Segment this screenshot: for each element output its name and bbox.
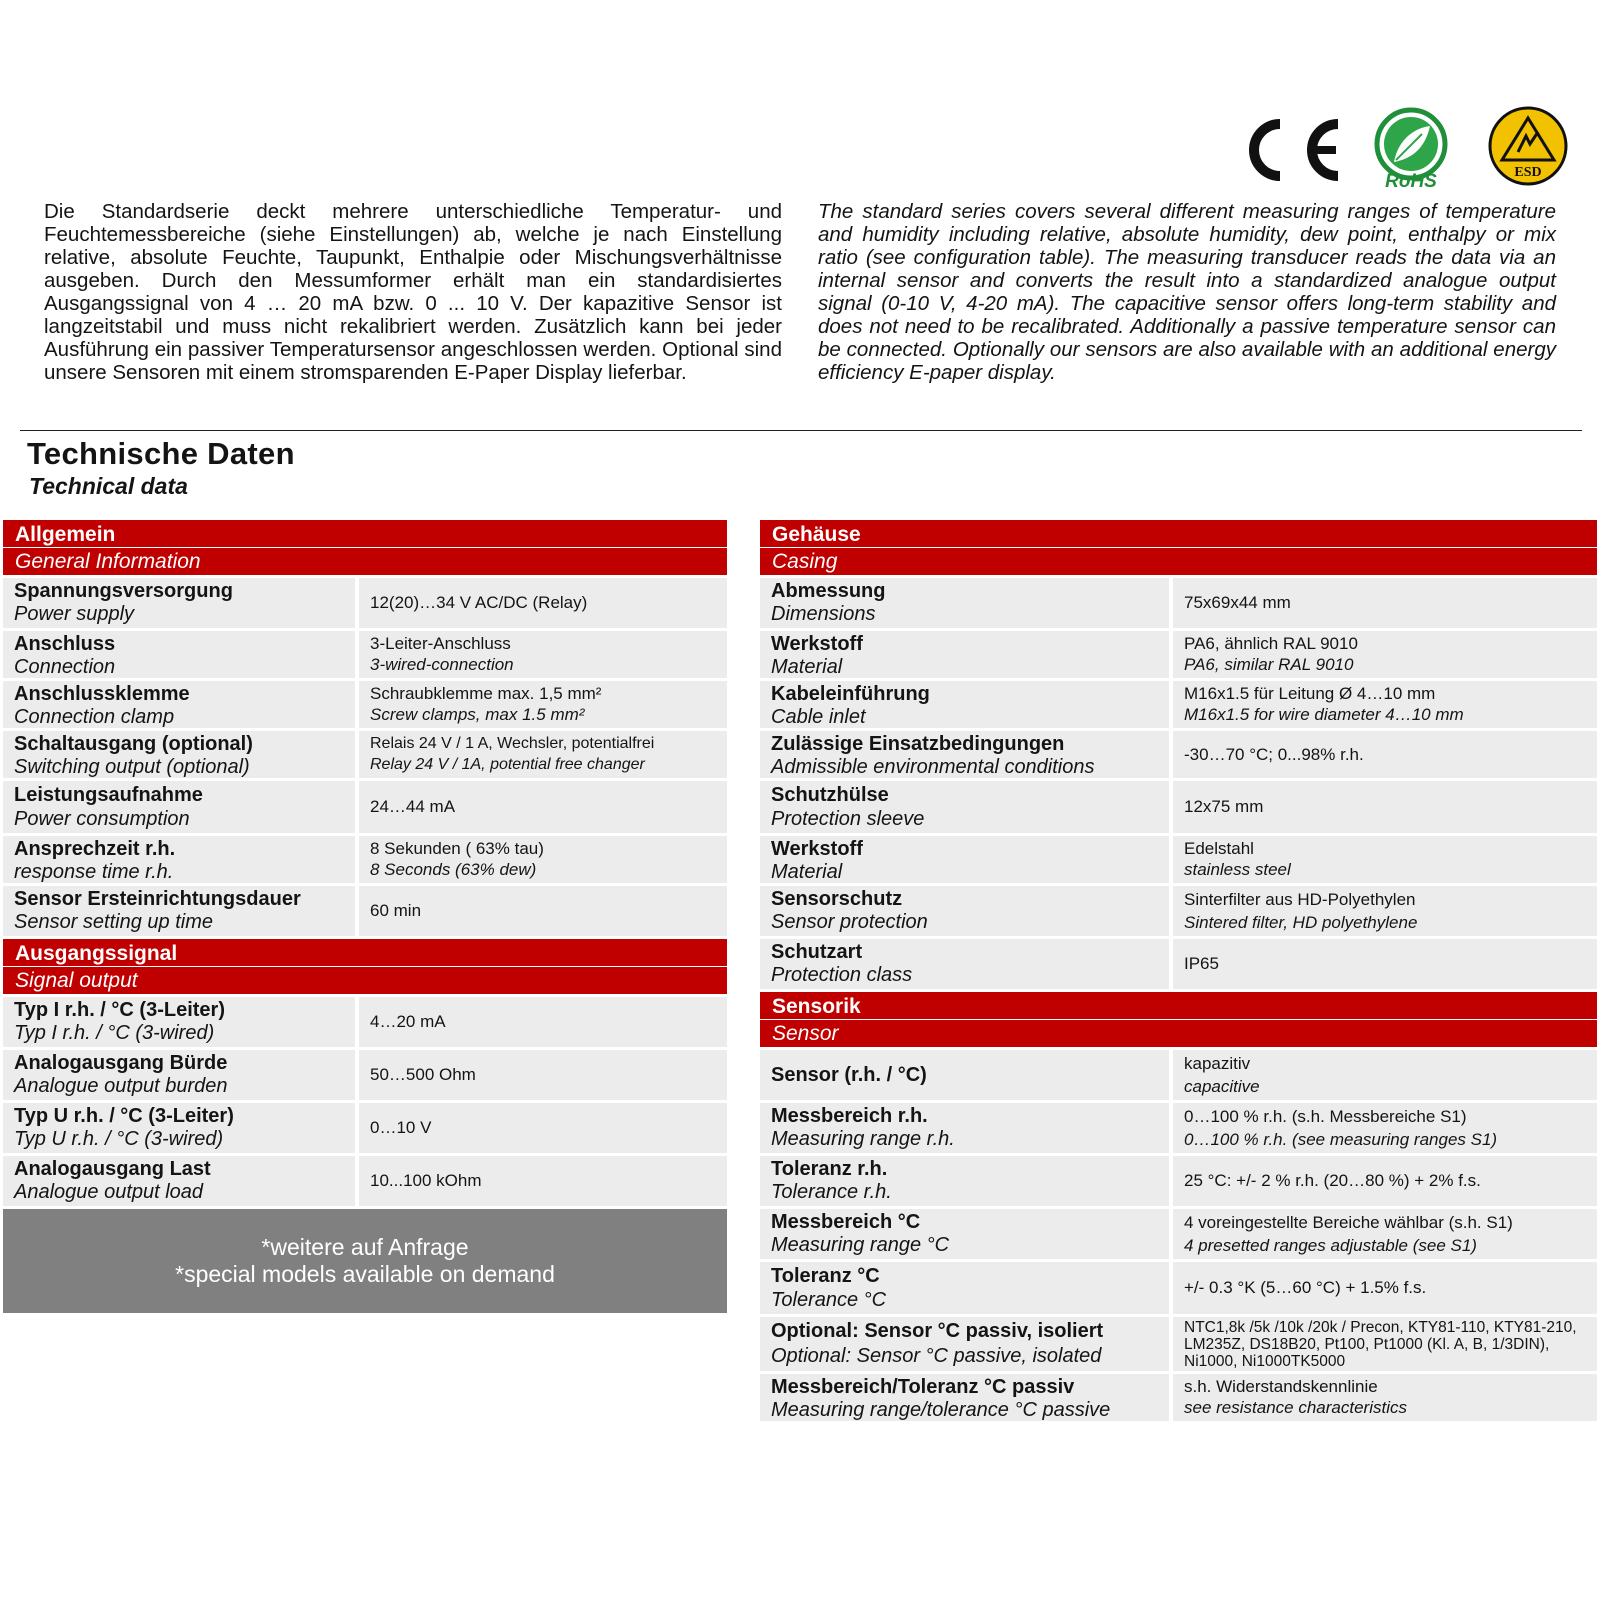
table-row xyxy=(760,1317,1597,1371)
row-value xyxy=(359,681,727,728)
intro-text-en: The standard series covers several different measuring ranges of temperature and humidity including relative, absolute humidity, dew point, enthalpy or mix ratio (see configuration table). The measuring transducer reads the data via an internal sensor and converts the result into a standardized analogue output signal (0-10 V, 4-20 mA). The capacitive sensor offers long-term stability and does not need to be recalibrated. Additionally a passive temperature sensor can be connected. Optionally our sensors are also available with an additional energy efficiency E-paper display. xyxy=(818,200,1556,384)
value-de: 4 voreingestellte Bereiche wählbar (s.h. S1) xyxy=(1184,1212,1513,1232)
label-en: Cable inlet xyxy=(771,706,866,728)
special-line-en: *special models available on demand xyxy=(175,1261,555,1287)
table-row xyxy=(760,1262,1597,1314)
label-en: Connection clamp xyxy=(14,706,175,728)
table-row xyxy=(760,1156,1597,1206)
value-de: 0…10 V xyxy=(370,1118,432,1137)
label-en: Admissible environmental conditions xyxy=(771,756,1095,778)
row-label xyxy=(760,578,1169,628)
label-de: Schutzhülse xyxy=(771,783,889,806)
title-en: Technical data xyxy=(29,473,188,499)
value-de: PA6, ähnlich RAL 9010 xyxy=(1184,633,1358,653)
value-de: 12(20)…34 V AC/DC (Relay) xyxy=(370,593,588,612)
row-label xyxy=(760,631,1169,678)
right-column xyxy=(760,520,1597,1424)
label-en: Typ U r.h. / °C (3-wired) xyxy=(14,1128,224,1150)
label-de: Anschluss xyxy=(14,633,116,655)
label-en: Typ I r.h. / °C (3-wired) xyxy=(14,1022,215,1044)
table-row xyxy=(3,886,727,936)
label-de: Toleranz °C xyxy=(771,1264,880,1287)
label-de: Typ U r.h. / °C (3-Leiter) xyxy=(14,1105,234,1127)
label-de: Messbereich r.h. xyxy=(771,1105,928,1127)
row-value xyxy=(1173,781,1597,833)
row-label xyxy=(760,1156,1169,1206)
table-row xyxy=(3,631,727,678)
label-en: Material xyxy=(771,656,843,678)
row-label xyxy=(3,731,355,778)
row-value xyxy=(1173,939,1597,989)
row-label xyxy=(3,781,355,833)
value-de: Sinterfilter aus HD-Polyethylen xyxy=(1184,889,1416,909)
label-de: Werkstoff xyxy=(771,633,863,655)
label-de: Analogausgang Last xyxy=(14,1158,211,1180)
table-row xyxy=(3,997,727,1047)
table-row xyxy=(3,1103,727,1153)
row-value xyxy=(1173,731,1597,778)
section-sensor-header xyxy=(760,992,1597,1047)
row-value xyxy=(359,731,727,778)
table-row xyxy=(760,836,1597,883)
value-en: Sintered filter, HD polyethylene xyxy=(1184,912,1418,932)
row-label xyxy=(760,1103,1169,1153)
value-de: 0…100 % r.h. (s.h. Messbereiche S1) xyxy=(1184,1106,1467,1126)
value-de: 3-Leiter-Anschluss xyxy=(370,633,511,653)
table-row xyxy=(760,681,1597,728)
value-de: 8 Sekunden ( 63% tau) xyxy=(370,838,544,858)
value-en: 0…100 % r.h. (see measuring ranges S1) xyxy=(1184,1129,1498,1149)
label-de: Typ I r.h. / °C (3-Leiter) xyxy=(14,999,225,1021)
row-value xyxy=(359,836,727,883)
row-value xyxy=(1173,681,1597,728)
row-label xyxy=(760,1209,1169,1259)
title-de: Technische Daten xyxy=(27,436,295,471)
row-label xyxy=(760,939,1169,989)
left-column xyxy=(3,520,727,1313)
label-de: Werkstoff xyxy=(771,838,863,860)
table-row xyxy=(3,1156,727,1206)
value-en: 8 Seconds (63% dew) xyxy=(370,860,537,880)
table-row xyxy=(3,578,727,628)
row-value xyxy=(359,781,727,833)
label-en: Optional: Sensor °C passive, isolated xyxy=(771,1345,1102,1367)
row-label xyxy=(760,1262,1169,1314)
value-en: 4 presetted ranges adjustable (see S1) xyxy=(1184,1235,1477,1255)
row-value xyxy=(1173,578,1597,628)
label-en: Analogue output load xyxy=(14,1181,204,1203)
table-row xyxy=(3,836,727,883)
label-en: Tolerance °C xyxy=(771,1288,887,1311)
row-value xyxy=(1173,836,1597,883)
row-value xyxy=(359,631,727,678)
label-de: Sensor Ersteinrichtungsdauer xyxy=(14,888,301,910)
row-value xyxy=(359,1103,727,1153)
table-row xyxy=(760,781,1597,833)
label-en: Switching output (optional) xyxy=(14,756,250,778)
value-de: 75x69x44 mm xyxy=(1184,593,1291,612)
label-en: Dimensions xyxy=(771,603,876,625)
table-row xyxy=(3,731,727,778)
label-en: Measuring range r.h. xyxy=(771,1128,955,1150)
table-row xyxy=(760,1209,1597,1259)
section-title-en: Signal output xyxy=(3,966,727,992)
value-en: PA6, similar RAL 9010 xyxy=(1184,655,1354,675)
label-en: Measuring range °C xyxy=(771,1234,950,1256)
value-de: 50…500 Ohm xyxy=(370,1065,476,1084)
row-label xyxy=(3,836,355,883)
label-en: Sensor setting up time xyxy=(14,911,213,933)
row-label xyxy=(3,1050,355,1100)
value-en: see resistance characteristics xyxy=(1184,1398,1407,1418)
row-value xyxy=(1173,1262,1597,1314)
label-de: Leistungsaufnahme xyxy=(14,783,203,806)
label-de: Ansprechzeit r.h. xyxy=(14,838,176,860)
label-de: Kabeleinführung xyxy=(771,683,930,705)
row-value xyxy=(1173,1374,1597,1421)
label-en: response time r.h. xyxy=(14,861,174,883)
esd-logo-icon xyxy=(1478,106,1578,186)
row-value xyxy=(359,578,727,628)
row-label xyxy=(760,1374,1169,1421)
table-row xyxy=(760,631,1597,678)
value-de: IP65 xyxy=(1184,954,1219,973)
table-row xyxy=(3,681,727,728)
table-row xyxy=(760,578,1597,628)
section-title-en: Sensor xyxy=(760,1019,1597,1045)
value-de: M16x1.5 für Leitung Ø 4…10 mm xyxy=(1184,683,1436,703)
section-output-header xyxy=(3,939,727,994)
label-de: Sensorschutz xyxy=(771,888,903,910)
table-row xyxy=(760,939,1597,989)
table-row xyxy=(3,781,727,833)
value-de: 60 min xyxy=(370,901,422,920)
row-value xyxy=(359,1050,727,1100)
ce-mark-icon xyxy=(1228,114,1346,186)
value-de: Schraubklemme max. 1,5 mm² xyxy=(370,683,602,703)
table-row xyxy=(760,1374,1597,1421)
value-en: Screw clamps, max 1.5 mm² xyxy=(370,705,585,725)
row-label xyxy=(3,886,355,936)
label-de: Analogausgang Bürde xyxy=(14,1052,228,1074)
value-de: 4…20 mA xyxy=(370,1012,446,1031)
label-en: Measuring range/tolerance °C passive xyxy=(771,1399,1111,1421)
row-value xyxy=(1173,1050,1597,1100)
value-en: Relay 24 V / 1A, potential free changer xyxy=(370,756,645,774)
section-casing-header xyxy=(760,520,1597,575)
row-label xyxy=(3,1156,355,1206)
label-en: Protection sleeve xyxy=(771,807,925,830)
row-value xyxy=(359,997,727,1047)
value-de: s.h. Widerstandskennlinie xyxy=(1184,1376,1378,1396)
table-row xyxy=(760,731,1597,778)
value-de: 24…44 mA xyxy=(370,797,456,816)
page-title xyxy=(27,436,295,500)
table-row xyxy=(760,1050,1597,1100)
label-en: Tolerance r.h. xyxy=(771,1181,892,1203)
intro-text-de: Die Standardserie deckt mehrere unterschiedliche Temperatur- und Feuchtemessbereiche (siehe Einstellungen) ab, welche je nach Einstellung relative, absolute Feuchte, Taupunkt, Enthalpie oder Mischungsverhältnisse ausgeben. Durch den Messumformer erhält man ein standardisiertes Ausgangssignal von 4 … 20 mA bzw. 0 ... 10 V. Der kapazitive Sensor ist langzeitstabil und muss nicht rekalibriert werden. Zusätzlich kann bei jeder Ausführung ein passiver Temperatursensor angeschlossen werden. Optional sind unsere Sensoren mit einem stromsparenden E-Paper Display lieferbar. xyxy=(44,200,782,384)
label-de: Zulässige Einsatzbedingungen xyxy=(771,733,1065,755)
label-de: Toleranz r.h. xyxy=(771,1158,888,1180)
label-de: Messbereich/Toleranz °C passiv xyxy=(771,1376,1075,1398)
section-title-de: Ausgangssignal xyxy=(15,942,178,965)
section-title-de: Allgemein xyxy=(15,523,116,546)
table-row xyxy=(760,1103,1597,1153)
label-de: Messbereich °C xyxy=(771,1211,921,1233)
section-title-en: General Information xyxy=(3,547,727,573)
row-label xyxy=(760,1317,1169,1371)
table-row xyxy=(3,1050,727,1100)
row-value xyxy=(1173,1209,1597,1259)
rohs-logo-icon xyxy=(1364,106,1458,190)
row-label xyxy=(3,578,355,628)
row-value xyxy=(1173,631,1597,678)
label-de: Schutzart xyxy=(771,941,863,963)
label-de: Anschlussklemme xyxy=(14,683,190,705)
row-value xyxy=(1173,1156,1597,1206)
value-en: 3-wired-connection xyxy=(370,655,514,675)
row-label xyxy=(760,886,1169,936)
special-line-de: *weitere auf Anfrage xyxy=(261,1234,469,1260)
label-de: Spannungsversorgung xyxy=(14,580,233,602)
value-de: -30…70 °C; 0...98% r.h. xyxy=(1184,744,1364,764)
row-value xyxy=(1173,1317,1597,1371)
label-en: Material xyxy=(771,861,843,883)
value-en: stainless steel xyxy=(1184,860,1291,880)
value-de: Edelstahl xyxy=(1184,838,1254,858)
label-de: Schaltausgang (optional) xyxy=(14,733,253,755)
divider xyxy=(20,430,1582,431)
row-label xyxy=(760,836,1169,883)
special-models-note xyxy=(3,1209,727,1313)
value-de: 25 °C: +/- 2 % r.h. (20…80 %) + 2% f.s. xyxy=(1184,1171,1481,1190)
label-en: Power consumption xyxy=(14,807,190,830)
rohs-text: RoHS xyxy=(1385,171,1437,190)
row-value xyxy=(1173,886,1597,936)
certification-logos xyxy=(1228,106,1583,190)
label-de: Sensor (r.h. / °C) xyxy=(771,1063,927,1086)
row-label xyxy=(3,631,355,678)
row-label xyxy=(760,1050,1169,1100)
value-de: NTC1,8k /5k /10k /20k / Precon, KTY81-110, KTY81-210, LM235Z, DS18B20, Pt100, Pt1000 (Kl. A, B, 1/3DIN), Ni1000, Ni1000TK5000 xyxy=(1184,1319,1577,1370)
row-value xyxy=(359,1156,727,1206)
value-en: capacitive xyxy=(1184,1076,1260,1096)
row-label xyxy=(760,781,1169,833)
value-de: 12x75 mm xyxy=(1184,797,1264,816)
label-en: Connection xyxy=(14,656,116,678)
esd-text: ESD xyxy=(1514,165,1542,180)
section-title-de: Sensorik xyxy=(772,995,861,1018)
label-en: Power supply xyxy=(14,603,135,625)
row-label xyxy=(3,1103,355,1153)
section-title-de: Gehäuse xyxy=(772,523,861,546)
row-label xyxy=(760,681,1169,728)
table-row xyxy=(760,886,1597,936)
label-en: Analogue output burden xyxy=(14,1075,228,1097)
value-de: 10...100 kOhm xyxy=(370,1171,482,1190)
row-label xyxy=(760,731,1169,778)
section-title-en: Casing xyxy=(760,547,1597,573)
label-en: Protection class xyxy=(771,964,913,986)
row-value xyxy=(1173,1103,1597,1153)
section-general-header xyxy=(3,520,727,575)
label-de: Abmessung xyxy=(771,580,886,602)
value-de: Relais 24 V / 1 A, Wechsler, potentialfrei xyxy=(370,734,655,752)
value-de: kapazitiv xyxy=(1184,1053,1251,1073)
row-value xyxy=(359,886,727,936)
row-label xyxy=(3,681,355,728)
value-en: M16x1.5 for wire diameter 4…10 mm xyxy=(1184,705,1464,725)
row-label xyxy=(3,997,355,1047)
label-de: Optional: Sensor °C passiv, isoliert xyxy=(771,1320,1104,1342)
value-de: +/- 0.3 °K (5…60 °C) + 1.5% f.s. xyxy=(1184,1278,1427,1297)
label-en: Sensor protection xyxy=(771,911,928,933)
